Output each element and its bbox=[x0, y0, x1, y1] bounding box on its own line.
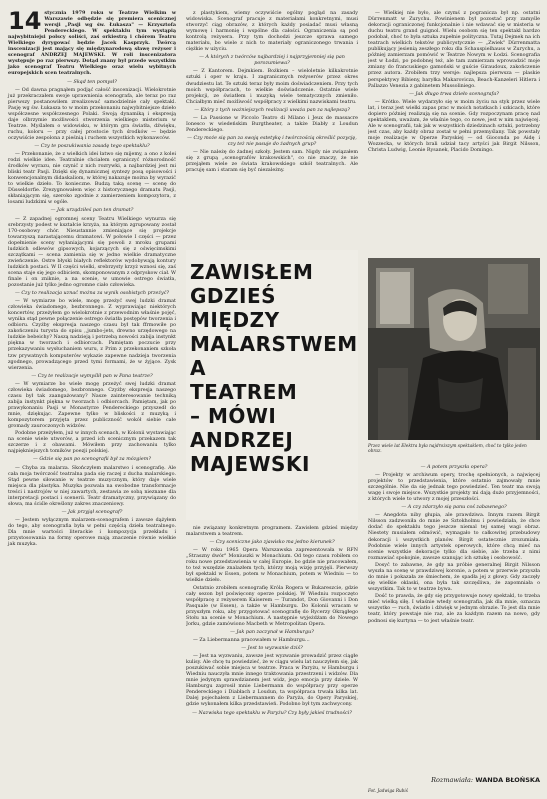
column-3-top-body bbox=[368, 10, 540, 153]
interview-question: — Jak urządziłeś pan ten dramat? bbox=[50, 207, 134, 214]
article-paragraph: — Przekonanie, że z wielkich idei łatwo się mijemy, a ono z kolei rodzi wielkie idee. Teatralnie chciałem ograniczyć różnorodność środków wyrazu, nie czynić z nich rozrywki, a najbardziej jest mi bliski teatr Pasji. Dzięki się dynamicznej syntezy posą opisowości i konwencjonalnym didaskaliom, w której nakazuje można by wyrazić to wielkie dzieło. To konieczne. Budzą taką scenę — scenę do Düsseldorfie. Zrezygnowałem więc z historycznego dramatu Pasji, skłaniającym się, szeroko zgodnie z zamierzeniem kompozytora, z losami ludzkimi w ogóle. bbox=[8, 151, 176, 206]
article-paragraph: — Za Liebermanna pracowałem w Hamburgu… bbox=[193, 636, 310, 643]
column-2-bottom-body bbox=[186, 525, 358, 716]
interview-question: — Jak pan zaczynał w Hamburgu? bbox=[230, 628, 314, 635]
column-3-bottom-body bbox=[368, 464, 540, 624]
interview-question: — Czy może się pan za swoją estetykę i twórczością określić pozycję, czy też nie pasuje do żadnych grup? bbox=[187, 134, 357, 147]
headline-banner bbox=[186, 250, 358, 520]
interview-question: — Jak przyjął scenograf? bbox=[61, 508, 123, 515]
article-column-3-top bbox=[368, 10, 540, 254]
article-paragraph: z plastykiem, wiemy oczywiście ogólny pogląd na zasady widowiska. Scenograf pracuje z materiałami konkretnymi, musi stworzyć ciąg obrazów, z których każdy posiadać musi własną wymowę i harmonię i wspólne dla całości. Ograniczenia są pod kontrolą reżysera. Przy tym dochodzi jeszcze sprawa samego materiału, bo wiele z nich to materiały ograniczonego trwania i ciężkie w użyciu. bbox=[186, 10, 358, 53]
dropcap: 14 bbox=[8, 7, 42, 35]
column-1-body bbox=[8, 79, 176, 548]
article-paragraph: Dosyć to zabawne, że gdy na próbie generalnej Birgit Nilsson wyszła na scenę w prawdziwej koronie, a potem w przerwie przyszła do mnie i pokazała ze śmiechem, że spadła jej z głowy. Gdy zaczęły się wielkie oklaski, ona była tak szczęśliwa, że zapomniała o wszystkim. Tak to w teatrze bywa. bbox=[368, 561, 540, 593]
byline-author: WANDA BŁOŃSKA bbox=[475, 776, 540, 784]
article-paragraph: — Wielkiej nie było, ale czymś z pogranicza był np. ostatni Dürrenmatt w Zurychu. Powinienem był pozostać przy zamyśle dekoracji ograniczonej funkcjonalnie i nie wdawać się w misteria w duchu teatru grand guignol. Wielu osobom się ten spektakl bardzo podobał, choć to była sztuka zupełnie polityczna. Tutaj Dejmek na ich teatrach wielkich tekstów publicystycznie — „Zwiek" Dürrenmatta publikujący jesienią zeszłego roku dla Schauspielhauss w Zurychu, a później zamierzam pomówić w Teatrze Nowym w Łodzi. Scenografia jest w Łodzi, po podobnej też, ale tam zamierzam wprowadzić moje zmiany do francuskiego gamoński w guście Giraudoux, zakończenie przez autora. Zrobiłem trzy wersje: najlepsza pierwsza — plaskie perspektywy Bibieny, baryłka Makarovicza, Beach-Kanzeleri Hitlera i Pallazzo Venezia z gabinetem Mussoliniego. bbox=[368, 10, 540, 89]
article-paragraph: nie związany konkretnym programem. Zawisłem gdzieś między malarstwem a teatrem. bbox=[186, 525, 358, 538]
interview-question: — Gdzie się pan po scenografii był za mózgiem? bbox=[33, 456, 151, 463]
portrait-photo-image bbox=[368, 258, 540, 440]
article-paragraph: Podobne przeżyłem, już w innych scenach, w Kolonii wystawiając na scenie wiele utworów, a przed ich scenicznym przekazem tak szczerze i z obawami. Mówiłem przy zachowaniu tylko najpiękniejszych tomików poezji polskiej. bbox=[8, 430, 176, 455]
byline bbox=[368, 776, 540, 784]
photo-caption: Przez wiele lat Elektra była najdroższym spektaklem, choć to tylko jeden obraz. bbox=[368, 444, 527, 455]
article-paragraph: — Jest na wyzwaniu, zawsze jest wyzwanie prowadzić przez ciągłe kulisy. Ale chcę tu powiedzieć, że w ciągu wielu lat nauczyłem się, jak poszukiwać sobie miejsca w teatrze. Praca w Paryżu, w Hamburgu i Wiedniu nauczyła mnie innego traktowania przestrzeni i widzów. Dla mnie jedynym sprawdzianem jest widz, jego emocja przy dziele. W Hamburgu zaprosił mnie Liebermann do współpracy przy operze Pendereckiego i Diabłach z Loudun, ta współpraca trwała kilka lat. Dalej pojechałem z Liebermannem do Paryża, do Opery Paryskiej, gdzie wykonałem kilka przedstawień. Podobno był tym zachwycony. bbox=[186, 653, 358, 708]
article-column-3-bottom bbox=[368, 462, 540, 772]
interview-question: — Nazwiska tego spektaklu w Paryżu? Czy były jakieś trudności? bbox=[192, 709, 352, 716]
article-column-1 bbox=[8, 7, 176, 548]
interview-question: — Czy sceniczne jako zjawisko ma jedno kierunek? bbox=[209, 539, 335, 546]
article-paragraph: — Nie należę do żadnej szkoły. Jestem sam. Nigdy nie związałem się z grupą „scenografów krakowskich", co nie znaczy, że nie przejąłem wiele ze świata krakowskiego szkół teatralnych. Ale pracuję sam i staram się być niezależny. bbox=[186, 148, 358, 174]
interview-question: — Czy to realizacja uznać można za wynik osobistych przeżyć? bbox=[14, 290, 170, 297]
interview-question: — Który z tych ważniejszych realizacji uważa pan za najlepszą? bbox=[194, 106, 350, 113]
article-paragraph: Dość to prawda, że gdy się przygotowuje nowy spektakl, to trzeba mieć wielką siłę. I właśnie wtedy scenografia, jak dla mnie, oznacza wszystko — ruch, światło i dźwięk w jednym obrazie. To jest dla mnie teatr, który powstaje nie raz, ale za każdym razem na nowo, gdy podnosi się kurtyna — to jest właśnie teatr. bbox=[368, 593, 540, 624]
article-lead bbox=[8, 7, 176, 77]
headline-text: ZAWISŁEM GDZIEŚ MIĘDZY MALARSTWEM A TEATREM – MÓWI ANDRZEJ MAJEWSKI bbox=[190, 260, 358, 476]
article-paragraph: — Z Kantorem. Dejmkiem. Bożkiem – wieloletnie kilkakrotnie sztuki i oper w kraju. I zagranicznych reżyserów przez okres dwudziestu lat. Te sztuki teraz były moim doświadczeniem. Przy tych moich współpracach, to wielkie doświadczenie. Ostatnie wiele projekcji, ze światłem i muzyką wiele tematycznych zmieniło. Chciałbym mieć możliwość współpracy z wielkimi nazwiskami teatru. bbox=[186, 68, 358, 105]
article-column-2-top bbox=[186, 10, 358, 248]
article-paragraph: — W wymiarze bo wiele mogę przeżyć swej ludzki dramat człowieka świadomego, bezbronnego. Czyżby ekspresja naszego czasu był tak zaangażowany? Nasze zainteresowanie techniką zabija instynkt piękna w tworzach i odbiorcach. Pamiętam, jak po prawykonaniu Pasji w Monastyrze Pendereckiego przyszedł do mnie, dziękując. Zapewne tylko w bliskości z muzyką i kompozytorem przyjęta przez publiczność wokół siebie całe gromady zauroczonych widzów. bbox=[8, 380, 176, 430]
article-paragraph: — Projekty w archiwum opery, trochę spełnionych, a najwięcej projektów to przedstawienia, które ostatnio zajmowały mnie szczególnie. Nie da się jednak tego powiedzieć. Ten teatr ma swoją wagę i swoje miejsce. Wszystkie projekty mi dają dużo przyjemności, z których wiele to utwory z mojej przeszłości. bbox=[368, 472, 540, 503]
portrait-photo bbox=[368, 258, 540, 440]
article-column-2-bottom bbox=[186, 525, 358, 780]
interview-question: — Jest to wyzwanie dziś? bbox=[241, 645, 303, 652]
interview-question: — Skąd ten pomysł? bbox=[67, 78, 117, 85]
interview-question: — Czy te realizacje wymyślił pan w Pana teatrze? bbox=[31, 372, 153, 379]
article-paragraph: Ostatnio zrobiłem scenografię Króla Rogera w Bukareszcie, gdzie cały sezon był poświęcony operze polskiej. W Wiedniu rozpoczęto współpracę z reżyserem Kaiserem — Turandot, Don Giovanni i Don Pasquale (w Essen), a także w Hamburgu. Do Kolonii wracam w przyszłym roku, aby przygotować scenografię do Rycerzy Okrągłego Stołu na scenie w Monachium. A następnie wyjeżdżam do Nowego Jorku, gdzie zamówiono Macbeth w Metropolitan Opera. bbox=[186, 584, 358, 627]
article-paragraph: — W roku 1965 Opera Warszawska zaprezentowała w RFN „Straszny dwór" Moniuszki w Monachium. Od tego czasu robiłem co roku nowe przedstawienia w całej Europie, bo gdzie nie pracowałem, to też wszędzie znalazłem tych, którzy moją wizję przyjęli. Pierwszy był spektakl w Essen, potem w Monachium, potem w Wiedniu — to wielkie dzieło. bbox=[186, 547, 358, 584]
photo-credit: Fot. Jadwiga Rubiś bbox=[368, 788, 408, 793]
lead-text: stycznia 1979 roku w Teatrze Wielkim w Warszawie odbędzie się premiera scenicznej wersji „Pasji wg św. Łukasza" — Krzysztofa Pendereckiego. W spektaklu tym wystąpią najwybitniejsi polscy soliści, zaś orkiestrą i chórem Teatru Wielkiego dyrygować będzie Jacek Kasprzyk. Twórcą inscenizacji jest mający się międzynarodową sławę reżyser i scenograf ANDRZEJ MAJEWSKI. W roli inscenizatora występuje po raz pierwszy. Dotąd znany był przede wszystkim jako scenograf Teatru Wielkiego oraz wielu wybitnych europejskich scen teatralnych. bbox=[8, 10, 176, 77]
article-paragraph: — Jestem wyłącznym malarzem-scenografem i zawsze dążyłem do tego, aby scenografia była w pełni częścią dzieła teatralnego. Dla mnie wartości literackie i kompozycja przekładu i przystosowania na formy operowe mają znaczenie równie wielkie jak muzyka. bbox=[8, 516, 176, 548]
byline-label: Rozmawiała: bbox=[431, 776, 474, 784]
article-paragraph: — Chyba za malarza. Skończyłem malarstwo i scenografię. Ale cała moja twórczość teatralna pada się raczej z ducha malarskiego. Stąd pewne siłowanie w teatrze muzycznym, który daje wiele miejsca dla plastyka. Muzyka pozwala na swobodne transformacje treści i nastrojów w niej zawartych, zestawia ze sobą nieznane dla interpretacji postaci i scenerii. Teatr dramatyczny, przywiązany do słowa, ma ściśle określony zakres znaczeniowy. bbox=[8, 464, 176, 507]
interview-question: — Jak długo trwa dzieło scenografa? bbox=[409, 90, 499, 97]
article-paragraph: — Anegdota niby głupia, ale prawdziwa. Innym razem Birgit Nilsson zadzwoniła do mnie ze Sztokholmu i powiedziała, że chce dodać do spektaklu tego jeszcze niemal tej samej wagi obraz. Niestety musiałem odmówić, wymagało to całkowitej przebudowy dekoracji i wszystkich planów. Birgit ostatecznie zrozumiała. Podobnie wiele innych artystek operowych, które chcą mieć na scenie wszystkie dekoracje tylko dla siebie, ale trzeba z nimi rozmawiać spokojnie, zawsze szanując ich sztukę i osobowość. bbox=[368, 512, 540, 561]
article-paragraph: — Od dawna pragnąłem podjąć całość inscenizacji. Wielokrotnie już przekraczałem swoje uprawnienia scenografa, ale teraz po raz pierwszy postanowiłem zrealizować samodzielnie cały spektakl. Pasję wg św. Łukasza to w moim przekonaniu najwybitniejsze dzieło współczesne współczesnego Polaki. Swoją dynamiką i ekspresją daje olbrzymie możliwości stworzenia wielkiego misterium w Teatrze. Myślałem o widowisku, w którym gra światła, dźwięku, ruchu, koloru — przy całej prostocie tych środków — będzie oczywiście zespolona z pieśnią i ruchem wszystkich wykonawców. bbox=[8, 86, 176, 141]
interview-question: — A czy zdarzyło się panu coś zabawnego? bbox=[401, 504, 507, 511]
article-paragraph: — W wymiarze bo wiele, mogę przeżyć swej ludzki dramat człowieka świadomego, bezbronnego. Z wyprawiając niektórych koncertów, przeżyłem go wielokrotnie z przewodnim właśnie pojęć, wynika stąd pewne połączenie ostrego światła postępów tworzenia i odbioru. Czyżby ekspresja naszego czasu był tak ffrmowiłe po zakończeniu turysta do spisu ,,jumbo-jets, drewno urzędowego na ludzkie bebeichy? Naszą nadzieją i potrzebą nowości zabija instynkt piękna w tworzach i odbiorcach. Pamiętam poczucie przy przekazywaniu wysłuchaniem wuru, z Prim z przekonaniem szkoła tzw prywatnych komputerów wykazie zapewne nadzieja tworzenia zgodnego, prowadzącego przed tymi formami, że w żyjące. Zysk wierzenia. bbox=[8, 298, 176, 371]
article-paragraph: — La Passione w Piccolo Teatro di Milano i Jeux de massacre Ionesco w wiedeńskim Burgtheater, a także Diabły z Loudun Pendereckiego. bbox=[186, 114, 358, 133]
interview-question: — A potem przyszła opera? bbox=[420, 464, 488, 470]
article-paragraph: — Krótko. Wiele wydarzyło się w moim życiu na styk przez wiele lat, i teraz jest wielki zapas prac w moich notatkach i szkicach, które dopiero później realizują się na scenie. Gdy rozpoczynam pracę nad spektaklem, uważam, że właśnie tego, co nowe, jest w nim najwięcej. Ale w scenografii, tak jak w wszystkich dziedzinach sztuki, potrzebny jest czas, aby każdy obraz został w pełni przemyślany. Tak powstały moje realizacje w Operze Paryskiej — od Gioconda po Aidę i Wozzecka, w których brali udział tacy artyści jak Birgit Nilsson, Christa Ludwig, Leonie Rysanek, Placido Domingo. bbox=[368, 98, 540, 154]
column-2-top-body bbox=[186, 10, 358, 173]
interview-question: — A których z twórców najbardziej i najprzyjemniej się pan porozumiewa? bbox=[199, 54, 345, 67]
interview-question: — Czy te poszukiwania zasadę tego spektaklu? bbox=[34, 142, 150, 149]
article-paragraph: — Z zapadnej ogromnej sceny Teatru Wielkiego wynurza się srebrzysty podest w kształcie krzyża, na którym zgrupowany został 170-osobowy chór. Nieustannie zmieniające się projekcje towarzyszą narastającemu dramatowi. W połowie I części — przez dopełnienie sceny wyłaniającymi się powoli z mroku grupami ludzkich odlewów gipsowych, kojarzących się z oświęcimskimi szczątkami — scena zamienia się w jedno wielkie dramatyczne zwieńczenie. Ostre błyski białych reflektorów wydobywają kontury ludzkich postaci. W II części wielki, srebrzysty krzyż wznosi się, zaś scena staje się jego odbiciem, skomponowanym z odpryskow ciał. W finale i on zniknie, a na scenie, w umowie ostrego światła, pozostanie już tylko jedno ogromne ciało człowieka. bbox=[8, 215, 176, 289]
